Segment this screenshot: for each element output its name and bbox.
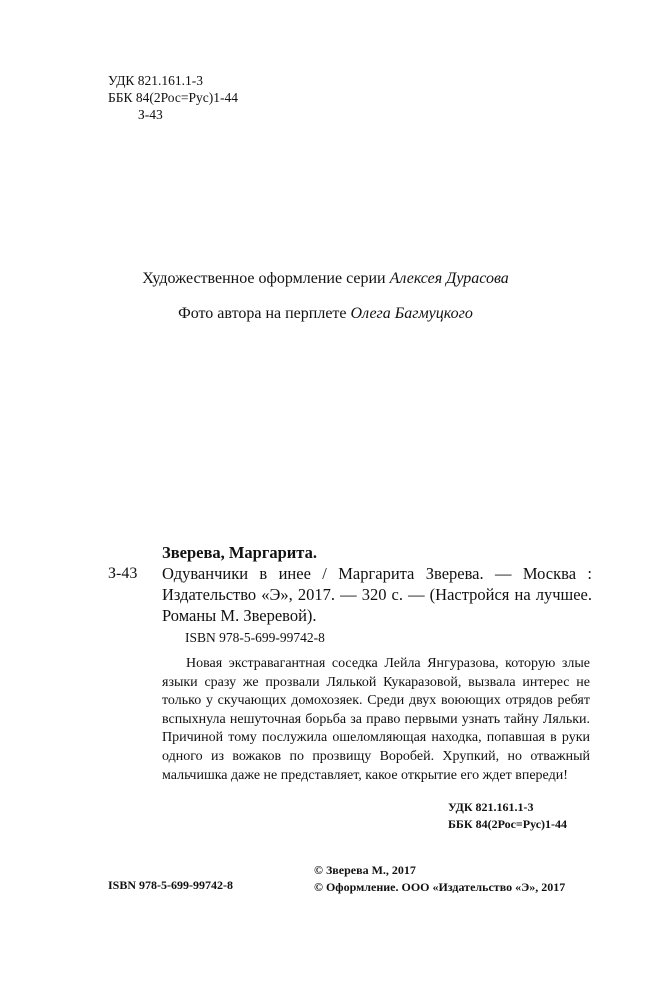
copyright-author: © Зверева М., 2017 — [314, 863, 416, 877]
designer-name: Алексея Дурасова — [389, 270, 509, 287]
copyright-design: © Оформление. ООО «Издательство «Э», 2017 — [314, 880, 566, 894]
udk-code: УДК 821.161.1-3 — [108, 73, 204, 88]
isbn: ISBN 978-5-699-99742-8 — [185, 630, 325, 645]
copyright-block — [314, 862, 565, 896]
photo-credit: Фото автора на перплете Олега Багмуцкого — [178, 305, 473, 322]
author-sign: З-43 — [138, 107, 163, 122]
annotation: Новая экстравагантная соседка Лейла Янгуразова, которую злые языки сразу же прозвали Лялькой Кукаразовой, вызвала интерес не только у скучающих домохозяек. Среди двух воюющих отрядов ребят вспыхнула нешуточная борьба за право первыми узнать тайну Ляльки. Причиной тому послужила ошеломляющая находка, попавшая в руки одного из вожаков по прозвищу Воробей. Хрупкий, но отважный мальчишка даже не представляет, какое открытие его ждет впереди! — [162, 656, 590, 783]
bibliographic-description: Одуванчики в инее / Маргарита Зверева. — Москва : Издательство «Э», 2017. — 320 с. — (Настройся на лучшее. Романы М. Зверевой). — [162, 564, 592, 625]
isbn-bottom: ISBN 978-5-699-99742-8 — [108, 878, 233, 892]
author-heading: Зверева, Маргарита. — [162, 543, 317, 562]
classification-codes-top — [108, 72, 238, 123]
author-sign-left: З-43 — [108, 565, 138, 582]
udk-code-bottom: УДК 821.161.1-3 — [448, 800, 534, 814]
classification-codes-bottom — [448, 799, 567, 833]
series-design-credit: Художественное оформление серии Алексея Дурасова — [142, 270, 509, 287]
bbk-code-bottom: ББК 84(2Рос=Рус)1-44 — [448, 817, 568, 831]
photographer-name: Олега Багмуцкого — [350, 305, 473, 322]
bbk-code: ББК 84(2Рос=Рус)1-44 — [108, 90, 238, 105]
